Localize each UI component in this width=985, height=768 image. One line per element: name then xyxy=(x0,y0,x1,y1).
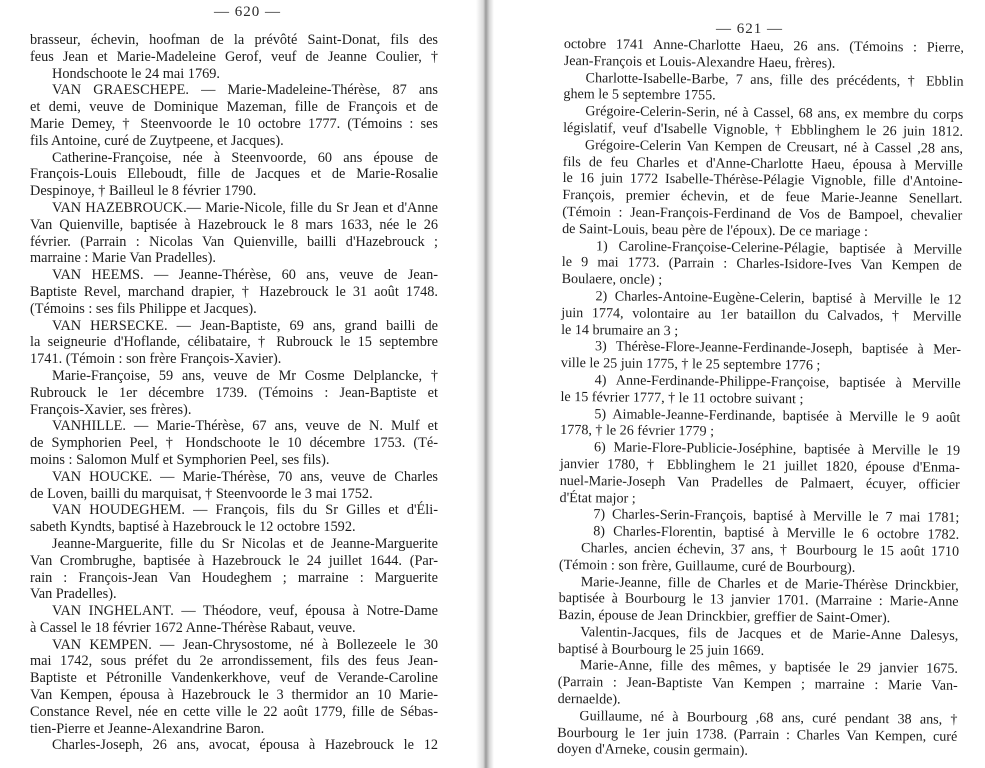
list-item-line: 7) Charles-Serin-François, baptisé à Merville le 7 mai 1781; xyxy=(593,506,960,527)
entry-heading-line: VAN HOUDEGHEM. — François, fils du Sr Gilles et d'Éli- xyxy=(52,502,438,519)
text-line: (Témoin : son frère, Guillaume, curé de Bourbourg). xyxy=(558,556,856,576)
text-line: Boulaere, oncle) ; xyxy=(561,271,663,289)
text-line: Rubrouck le 1er décembre 1739. (Témoins : Jean-Baptiste et xyxy=(30,384,438,401)
text-line: février. (Parrain : Nicolas Van Quienville, bailli d'Hazebrouck ; xyxy=(30,233,438,250)
left-page-number: — 620 — xyxy=(214,4,281,20)
entry-heading-line: VAN HAZEBROUCK.— Marie-Nicole, fille du Sr Jean et d'Anne xyxy=(52,199,438,216)
text-line: rain : François-Jean Van Houdeghem ; marraine : Marguerite xyxy=(30,569,438,586)
text-line: Van Quienville, baptisée à Hazebrouck le 8 mars 1633, née le 26 xyxy=(30,216,438,233)
right-page-text xyxy=(557,36,964,762)
list-item-line: 4) Anne-Ferdinande-Philippe-Françoise, baptisée à Merville xyxy=(594,372,961,392)
text-line: Jean-François et Louis-Alexandre Haeu, frères). xyxy=(563,52,836,72)
text-line: et demi, veuve de Dominique Mazeman, fille de François et de xyxy=(30,99,438,116)
text-line: Marie-Françoise, 59 ans, veuve de Mr Cosme Delplancke, † xyxy=(52,367,438,384)
text-line: de Symphorien Peel, † Hondschoote le 10 décembre 1753. (Té- xyxy=(30,435,438,452)
text-line: janvier 1780, † Ebblinghem le 21 juillet 1820, épouse d'Enma- xyxy=(559,455,960,476)
text-line: Hondschoote le 24 mai 1769. xyxy=(52,65,220,82)
text-line: de Saint-Louis, beau père de l'époux). De ce mariage : xyxy=(562,220,869,240)
text-line: fils de feu Charles et d'Anne-Charlotte Haeu, épousa à Merville xyxy=(562,153,963,174)
text-line: Bazin, épouse de Jean Drinckbier, greffier de Saint-Omer). xyxy=(558,607,891,627)
text-line: Despinoye, † Bailleul le 8 février 1790. xyxy=(30,183,257,200)
text-line: la seigneurie d'Hoflande, célibataire, † Rubrouck le 15 septembre xyxy=(30,334,438,351)
text-line: Charles-Joseph, 26 ans, avocat, épousa à Hazebrouck le 12 xyxy=(52,737,438,754)
entry-heading-line: VAN HEEMS. — Jeanne-Thérèse, 60 ans, veuve de Jean- xyxy=(52,267,438,284)
list-item-line: 2) Charles-Antoine-Eugène-Celerin, baptisé à Merville le 12 xyxy=(595,288,962,308)
text-line: Van Pradelles). xyxy=(30,586,117,603)
text-line: ghem le 5 septembre 1755. xyxy=(563,86,716,104)
text-line: doyen d'Arneke, cousin germain). xyxy=(557,741,749,760)
text-line: Baptiste et Pétronille Vandenkerkhove, veuf de Verande-Caroline xyxy=(30,670,438,687)
text-line: (Témoins : ses fils Philippe et Jacques). xyxy=(30,300,257,317)
text-line: moins : Salomon Mulf et Symphorien Peel, ses fils). xyxy=(30,451,330,468)
entry-heading-line: VAN KEMPEN. — Jean-Chrysostome, né à Bollezeele le 30 xyxy=(52,636,438,653)
text-line: feus Jean et Marie-Madeleine Gerof, veuf de Jeanne Coulier, † xyxy=(30,48,438,65)
list-item-line: 3) Thérèse-Flore-Jeanne-Ferdinande-Joseph, baptisée à Mer- xyxy=(594,338,962,359)
text-line: Guillaume, né à Bourbourg ,68 ans, curé pendant 38 ans, † xyxy=(579,708,958,728)
text-line: Marie-Anne, fille des mêmes, y baptisée le 29 janvier 1675. xyxy=(579,657,959,678)
list-item-line: 8) Charles-Florentin, baptisé à Merville le 6 octobre 1782. xyxy=(593,523,960,543)
right-page xyxy=(492,0,985,768)
right-page-number: — 621 — xyxy=(716,21,783,37)
text-line: Grégoire-Celerin-Serin, né à Cassel, 68 ans, ex membre du corps xyxy=(585,103,964,124)
entry-heading-line: VAN INGHELANT. — Théodore, veuf, épousa à Notre-Dame xyxy=(52,603,438,620)
text-line: ville le 25 juin 1775, † le 25 septembre 1776 ; xyxy=(560,355,821,374)
text-line: dernaelde). xyxy=(557,691,621,708)
text-line: de Loven, bailli du marquisat, † Steenvoorde le 3 mai 1752. xyxy=(30,485,373,502)
text-line: Van Kempen, épousa à Hazebrouck le 3 thermidor an 10 Marie- xyxy=(30,687,438,704)
list-item-line: 5) Aimable-Jeanne-Ferdinande, baptisée à Merville le 9 août xyxy=(594,405,961,426)
list-item-line: 6) Marie-Flore-Publicie-Joséphine, baptisée à Merville le 19 xyxy=(593,439,961,459)
list-item-line: 1) Caroline-Françoise-Celerine-Pélagie, baptisée à Merville xyxy=(595,237,963,258)
entry-heading-line: VAN GRAESCHEPE. — Marie-Madeleine-Thérèse, 87 ans xyxy=(52,82,438,99)
text-line: mai 1742, sous préfet du 2e arrondissement, fils des feus Jean- xyxy=(30,653,438,670)
text-line: Constance Revel, née en cette ville le 22 août 1779, fille de Sébas- xyxy=(30,703,438,720)
text-line: le 16 juin 1772 Isabelle-Thérèse-Pélagie Vignoble, fille d'Antoine- xyxy=(562,170,963,191)
entry-heading-line: VAN HERSECKE. — Jean-Baptiste, 69 ans, grand bailli de xyxy=(52,317,438,334)
text-line: (Parrain : Jean-Baptiste Van Kempen ; marraine : Marie Van- xyxy=(557,674,958,695)
text-line: à Cassel le 18 février 1672 Anne-Thérèse Rabaut, veuve. xyxy=(30,619,356,636)
text-line: sabeth Kyndts, baptisé à Hazebrouck le 12 octobre 1592. xyxy=(30,519,356,536)
text-line: d'État major ; xyxy=(559,489,636,507)
text-line: législatif, veuf d'Isabelle Vignoble, † Ebblinghem le 26 juin 1812. xyxy=(563,119,964,140)
text-line: 1741. (Témoin : son frère François-Xavier). xyxy=(30,351,282,368)
entry-heading-line: VANHILLE. — Marie-Thérèse, 67 ans, veuve de N. Mulf et xyxy=(52,418,438,435)
text-line: octobre 1741 Anne-Charlotte Haeu, 26 ans. (Témoins : Pierre, xyxy=(563,36,964,56)
text-line: baptisée à Bourbourg le 13 janvier 1701. (Marraine : Marie-Anne xyxy=(558,590,959,611)
entry-heading-line: VAN HOUCKE. — Marie-Thérèse, 70 ans, veuve de Charles xyxy=(52,468,438,485)
left-page-text xyxy=(30,32,438,754)
text-line: Charles, ancien échevin, 37 ans, † Bourbourg le 15 août 1710 xyxy=(581,540,960,560)
text-line: (Témoin : Jean-François-Ferdinand de Vos de Bampoel, chevalier xyxy=(562,203,963,224)
text-line: baptisé à Bourbourg le 25 juin 1669. xyxy=(558,640,765,659)
text-line: François-Louis Elleboudt, fille de Jacques et de Marie-Rosalie xyxy=(30,166,438,183)
text-line: Catherine-Françoise, née à Steenvoorde, 60 ans épouse de xyxy=(52,149,438,166)
text-line: Charlotte-Isabelle-Barbe, 7 ans, fille des précédents, † Ebblin xyxy=(585,69,964,90)
text-line: Jeanne-Marguerite, fille du Sr Nicolas et de Jeanne-Marguerite xyxy=(52,535,438,552)
text-line: le 14 brumaire an 3 ; xyxy=(561,321,679,339)
text-line: Valentin-Jacques, fils de Jacques et de Marie-Anne Dalesys, xyxy=(580,624,959,644)
text-line: Bourbourg le 1er juin 1738. (Parrain : Charles Van Kempen, curé xyxy=(557,724,958,745)
text-line: Baptiste Revel, marchand drapier, † Hazebrouck le 31 août 1748. xyxy=(30,283,438,300)
text-line: François-Xavier, ses frères). xyxy=(30,401,192,418)
left-page xyxy=(0,0,478,768)
text-line: Marie-Jeanne, fille de Charles et de Marie-Thérèse Drinckbier, xyxy=(580,573,959,594)
text-line: juin 1774, volontaire au 1er bataillon du Calvados, † Merville xyxy=(561,304,962,325)
text-line: fils Antoine, curé de Zuytpeene, et Jacques). xyxy=(30,132,284,149)
text-line: nuel-Marie-Joseph Van Pradelles de Palmaert, écuyer, officier xyxy=(559,472,960,493)
text-line: 1778, † le 26 février 1779 ; xyxy=(560,422,715,440)
text-line: marraine : Marie Van Pradelles). xyxy=(30,250,216,267)
text-line: Grégoire-Celerin Van Kempen de Creusart, né à Cassel ,28 ans, xyxy=(584,136,964,157)
text-line: François, premier échevin, et de feue Marie-Jeanne Senellart. xyxy=(562,187,963,208)
text-line: Van Crombrughe, baptisée à Hazebrouck le 24 juillet 1644. (Par- xyxy=(30,552,438,569)
text-line: brasseur, échevin, hoofman de la prévôté Saint-Donat, fils des xyxy=(30,32,438,48)
text-line: le 15 février 1777, † le 11 octobre suivant ; xyxy=(560,388,804,408)
text-line: le 9 mai 1773. (Parrain : Charles-Isidore-Ives Van Kempen de xyxy=(561,254,962,275)
text-line: tien-Pierre et Jeanne-Alexandrine Baron. xyxy=(30,720,265,737)
text-line: Marie Demey, † Steenvoorde le 10 octobre 1777. (Témoins : ses xyxy=(30,115,438,132)
